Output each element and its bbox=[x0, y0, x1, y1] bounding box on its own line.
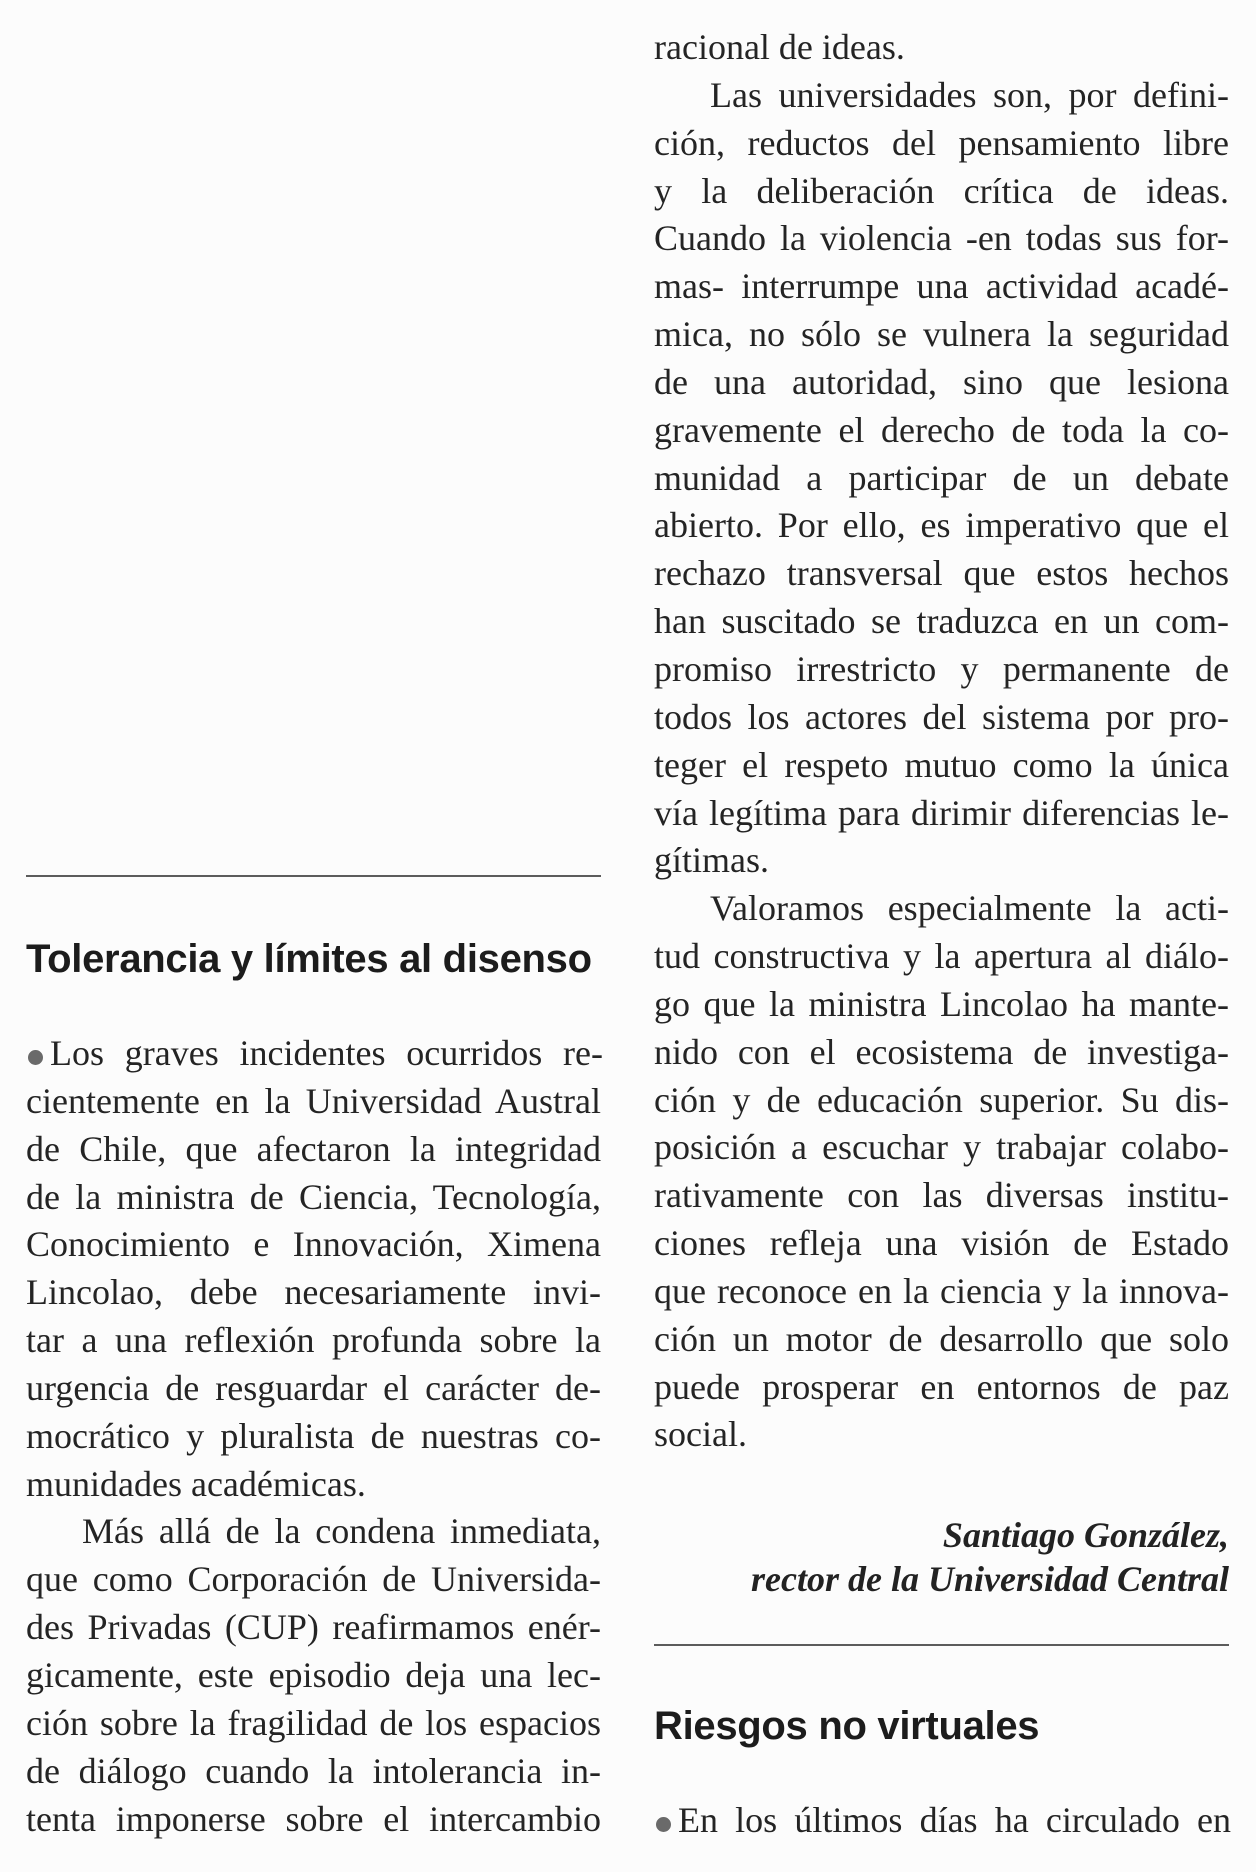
lead-text: En los últimos días ha circulado en bbox=[678, 1800, 1231, 1840]
text-line: abierto. Por ello, es imperativo que el bbox=[654, 505, 1229, 546]
divider-rule bbox=[654, 1644, 1229, 1646]
text-line: puede prosperar en entornos de paz bbox=[654, 1366, 1229, 1407]
text-line: que como Corporación de Universida- bbox=[26, 1559, 601, 1600]
text-line: munidades académicas. bbox=[26, 1463, 366, 1504]
text-line: Conocimiento e Innovación, Ximena bbox=[26, 1224, 601, 1265]
text-line: ción, reductos del pensamiento libre bbox=[654, 122, 1229, 163]
text-line: racional de ideas. bbox=[654, 27, 905, 67]
paragraph bbox=[654, 72, 1229, 885]
text-line: promiso irrestricto y permanente de bbox=[654, 648, 1229, 689]
bullet-icon bbox=[28, 1050, 43, 1065]
text-line: go que la ministra Lincolao ha mante- bbox=[654, 983, 1229, 1024]
signature bbox=[654, 1513, 1229, 1601]
text-line: Las universidades son, por defini- bbox=[710, 74, 1229, 115]
text-line: han suscitado se traduzca en un com- bbox=[654, 601, 1229, 642]
paragraph bbox=[26, 1030, 601, 1508]
text-line: todos los actores del sistema por pro- bbox=[654, 696, 1229, 737]
text-line: ciones refleja una visión de Estado bbox=[654, 1223, 1229, 1264]
text-line: de diálogo cuando la intolerancia in- bbox=[26, 1750, 601, 1791]
paragraph bbox=[654, 24, 1229, 72]
text-line: vía legítima para dirimir diferencias le- bbox=[654, 792, 1229, 833]
text-line: posición a escuchar y trabajar colabo- bbox=[654, 1127, 1229, 1168]
text-line: ción un motor de desarrollo que solo bbox=[654, 1318, 1229, 1359]
paragraph bbox=[26, 1508, 601, 1843]
text-line: de la ministra de Ciencia, Tecnología, bbox=[26, 1176, 601, 1217]
text-line: mas- interrumpe una actividad acadé- bbox=[654, 266, 1229, 307]
text-line: cientemente en la Universidad Austral bbox=[26, 1080, 601, 1121]
left-article-body bbox=[26, 1030, 601, 1843]
text-line: Valoramos especialmente la acti- bbox=[710, 888, 1229, 929]
text-line: ción sobre la fragilidad de los espacios bbox=[26, 1702, 601, 1743]
text-line: munidad a participar de un debate bbox=[654, 457, 1229, 498]
text-line: gravemente el derecho de toda la co- bbox=[654, 409, 1229, 450]
text-line bbox=[26, 1030, 601, 1078]
text-line: gicamente, este episodio deja una lec- bbox=[26, 1654, 601, 1695]
paragraph bbox=[654, 885, 1229, 1459]
text-line: tud constructiva y la apertura al diálo- bbox=[654, 936, 1229, 977]
lead-text: Los graves incidentes ocurridos re- bbox=[50, 1033, 603, 1073]
bullet-icon bbox=[656, 1817, 671, 1832]
article-heading: Tolerancia y límites al disenso bbox=[26, 937, 592, 981]
text-line: Lincolao, debe necesariamente invi- bbox=[26, 1272, 601, 1313]
text-line: rechazo transversal que estos hechos bbox=[654, 553, 1229, 594]
text-line: ción y de educación superior. Su dis- bbox=[654, 1079, 1229, 1120]
text-line: social. bbox=[654, 1414, 747, 1455]
right-column-continuation bbox=[654, 24, 1229, 1459]
text-line: des Privadas (CUP) reafirmamos enér- bbox=[26, 1607, 601, 1648]
paragraph bbox=[654, 1797, 1229, 1845]
text-line: Cuando la violencia -en todas sus for- bbox=[654, 218, 1229, 259]
right-article-body bbox=[654, 1797, 1229, 1845]
text-line: mica, no sólo se vulnera la seguridad bbox=[654, 314, 1229, 355]
left-article-heading-block bbox=[26, 935, 601, 983]
signature-name: Santiago González, bbox=[942, 1515, 1229, 1555]
text-line: rativamente con las diversas institu- bbox=[654, 1175, 1229, 1216]
text-line: nido con el ecosistema de investiga- bbox=[654, 1031, 1229, 1072]
article-heading: Riesgos no virtuales bbox=[654, 1704, 1040, 1748]
right-article-heading-block bbox=[654, 1702, 1229, 1750]
text-line: y la deliberación crítica de ideas. bbox=[654, 170, 1229, 211]
text-line: de Chile, que afectaron la integridad bbox=[26, 1128, 601, 1169]
text-line: Más allá de la condena inmediata, bbox=[82, 1511, 601, 1552]
text-line: tar a una reflexión profunda sobre la bbox=[26, 1320, 601, 1361]
text-line: tenta imponerse sobre el intercambio bbox=[26, 1798, 601, 1839]
text-line bbox=[654, 1797, 1229, 1845]
text-line: que reconoce en la ciencia y la innova- bbox=[654, 1270, 1229, 1311]
text-line: teger el respeto mutuo como la única bbox=[654, 744, 1229, 785]
text-line: mocrático y pluralista de nuestras co- bbox=[26, 1415, 601, 1456]
signature-title: rector de la Universidad Central bbox=[751, 1559, 1229, 1599]
text-line: urgencia de resguardar el carácter de- bbox=[26, 1367, 601, 1408]
divider-rule bbox=[26, 875, 601, 877]
text-line: gítimas. bbox=[654, 840, 769, 881]
text-line: de una autoridad, sino que lesiona bbox=[654, 361, 1229, 402]
